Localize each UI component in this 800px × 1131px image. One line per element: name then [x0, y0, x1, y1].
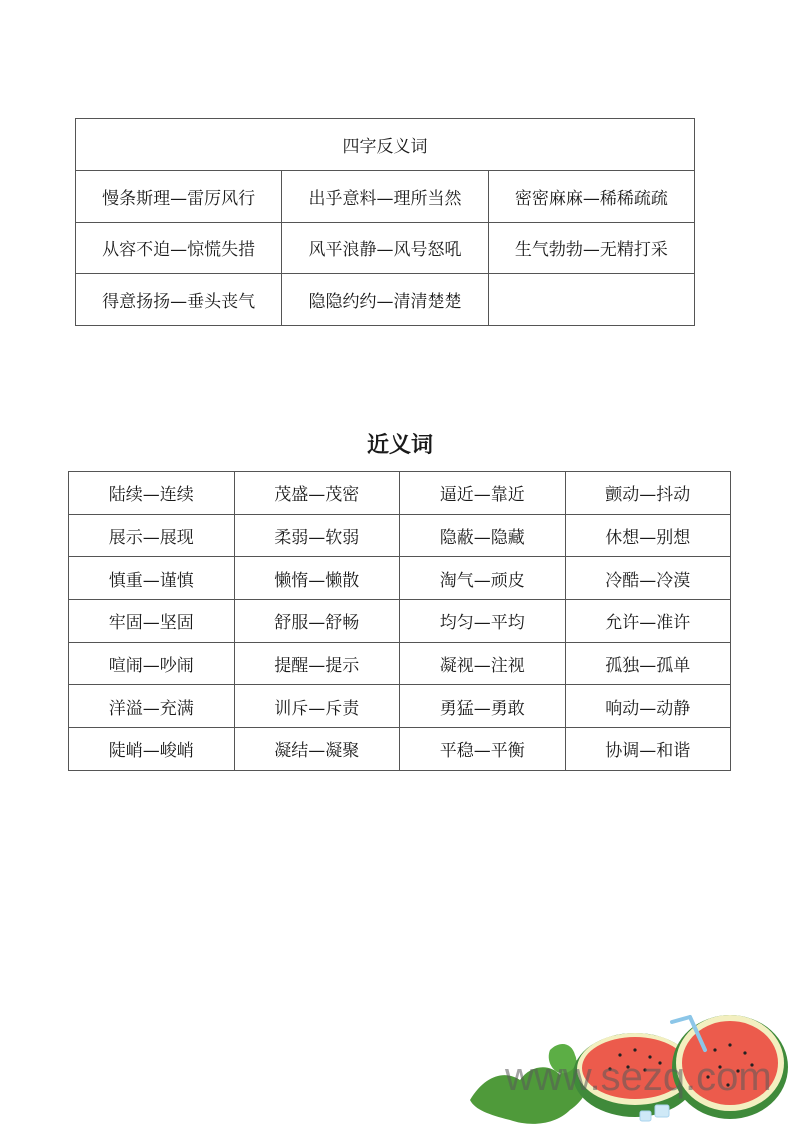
- table-cell: 慎重—谨慎: [69, 557, 235, 600]
- table-cell: 隐蔽—隐藏: [400, 514, 566, 557]
- table-cell: 出乎意料—理所当然: [282, 170, 488, 222]
- table-cell: 密密麻麻—稀稀疏疏: [488, 170, 694, 222]
- table-cell: 牢固—坚固: [69, 600, 235, 643]
- synonym-section-title: 近义词: [366, 433, 433, 458]
- table-cell: 提醒—提示: [234, 642, 400, 685]
- table-cell: 凝结—凝聚: [234, 728, 400, 771]
- table-row: [76, 222, 695, 274]
- table-cell: 凝视—注视: [400, 642, 566, 685]
- table-cell: 舒服—舒畅: [234, 600, 400, 643]
- table-cell: 均匀—平均: [400, 600, 566, 643]
- table-cell: 协调—和谐: [565, 728, 731, 771]
- table-cell-empty: [488, 274, 694, 326]
- table-row: [76, 170, 695, 222]
- table-row: [69, 685, 731, 728]
- table-cell: 休想—别想: [565, 514, 731, 557]
- table-cell: 从容不迫—惊慌失措: [76, 222, 282, 274]
- table-cell: 平稳—平衡: [400, 728, 566, 771]
- table-row: [69, 642, 731, 685]
- table-cell: 风平浪静—风号怒吼: [282, 222, 488, 274]
- table-cell: 展示—展现: [69, 514, 235, 557]
- table-row: [69, 514, 731, 557]
- table-row: [69, 472, 731, 515]
- table-cell: 响动—动静: [565, 685, 731, 728]
- table-cell: 得意扬扬—垂头丧气: [76, 274, 282, 326]
- antonym-table: [75, 118, 695, 326]
- table-cell: 喧闹—吵闹: [69, 642, 235, 685]
- table-cell: 慢条斯理—雷厉风行: [76, 170, 282, 222]
- table-row: [69, 557, 731, 600]
- table-header-row: [76, 119, 695, 171]
- table-cell: 洋溢—充满: [69, 685, 235, 728]
- synonym-table: [68, 471, 731, 771]
- table-cell: 冷酷—冷漠: [565, 557, 731, 600]
- table-cell: 训斥—斥责: [234, 685, 400, 728]
- table-cell: 颤动—抖动: [565, 472, 731, 515]
- table-cell: 隐隐约约—清清楚楚: [282, 274, 488, 326]
- table-row: [69, 728, 731, 771]
- table-cell: 陡峭—峻峭: [69, 728, 235, 771]
- table-cell: 淘气—顽皮: [400, 557, 566, 600]
- antonym-table-title: 四字反义词: [76, 119, 695, 171]
- table-cell: 允许—准许: [565, 600, 731, 643]
- table-cell: 陆续—连续: [69, 472, 235, 515]
- watermark: www.sezq.com: [505, 1055, 772, 1099]
- table-cell: 柔弱—软弱: [234, 514, 400, 557]
- table-cell: 孤独—孤单: [565, 642, 731, 685]
- table-row: [69, 600, 731, 643]
- table-cell: 茂盛—茂密: [234, 472, 400, 515]
- table-row: [76, 274, 695, 326]
- table-cell: 生气勃勃—无精打采: [488, 222, 694, 274]
- table-cell: 勇猛—勇敢: [400, 685, 566, 728]
- table-cell: 懒惰—懒散: [234, 557, 400, 600]
- table-cell: 逼近—靠近: [400, 472, 566, 515]
